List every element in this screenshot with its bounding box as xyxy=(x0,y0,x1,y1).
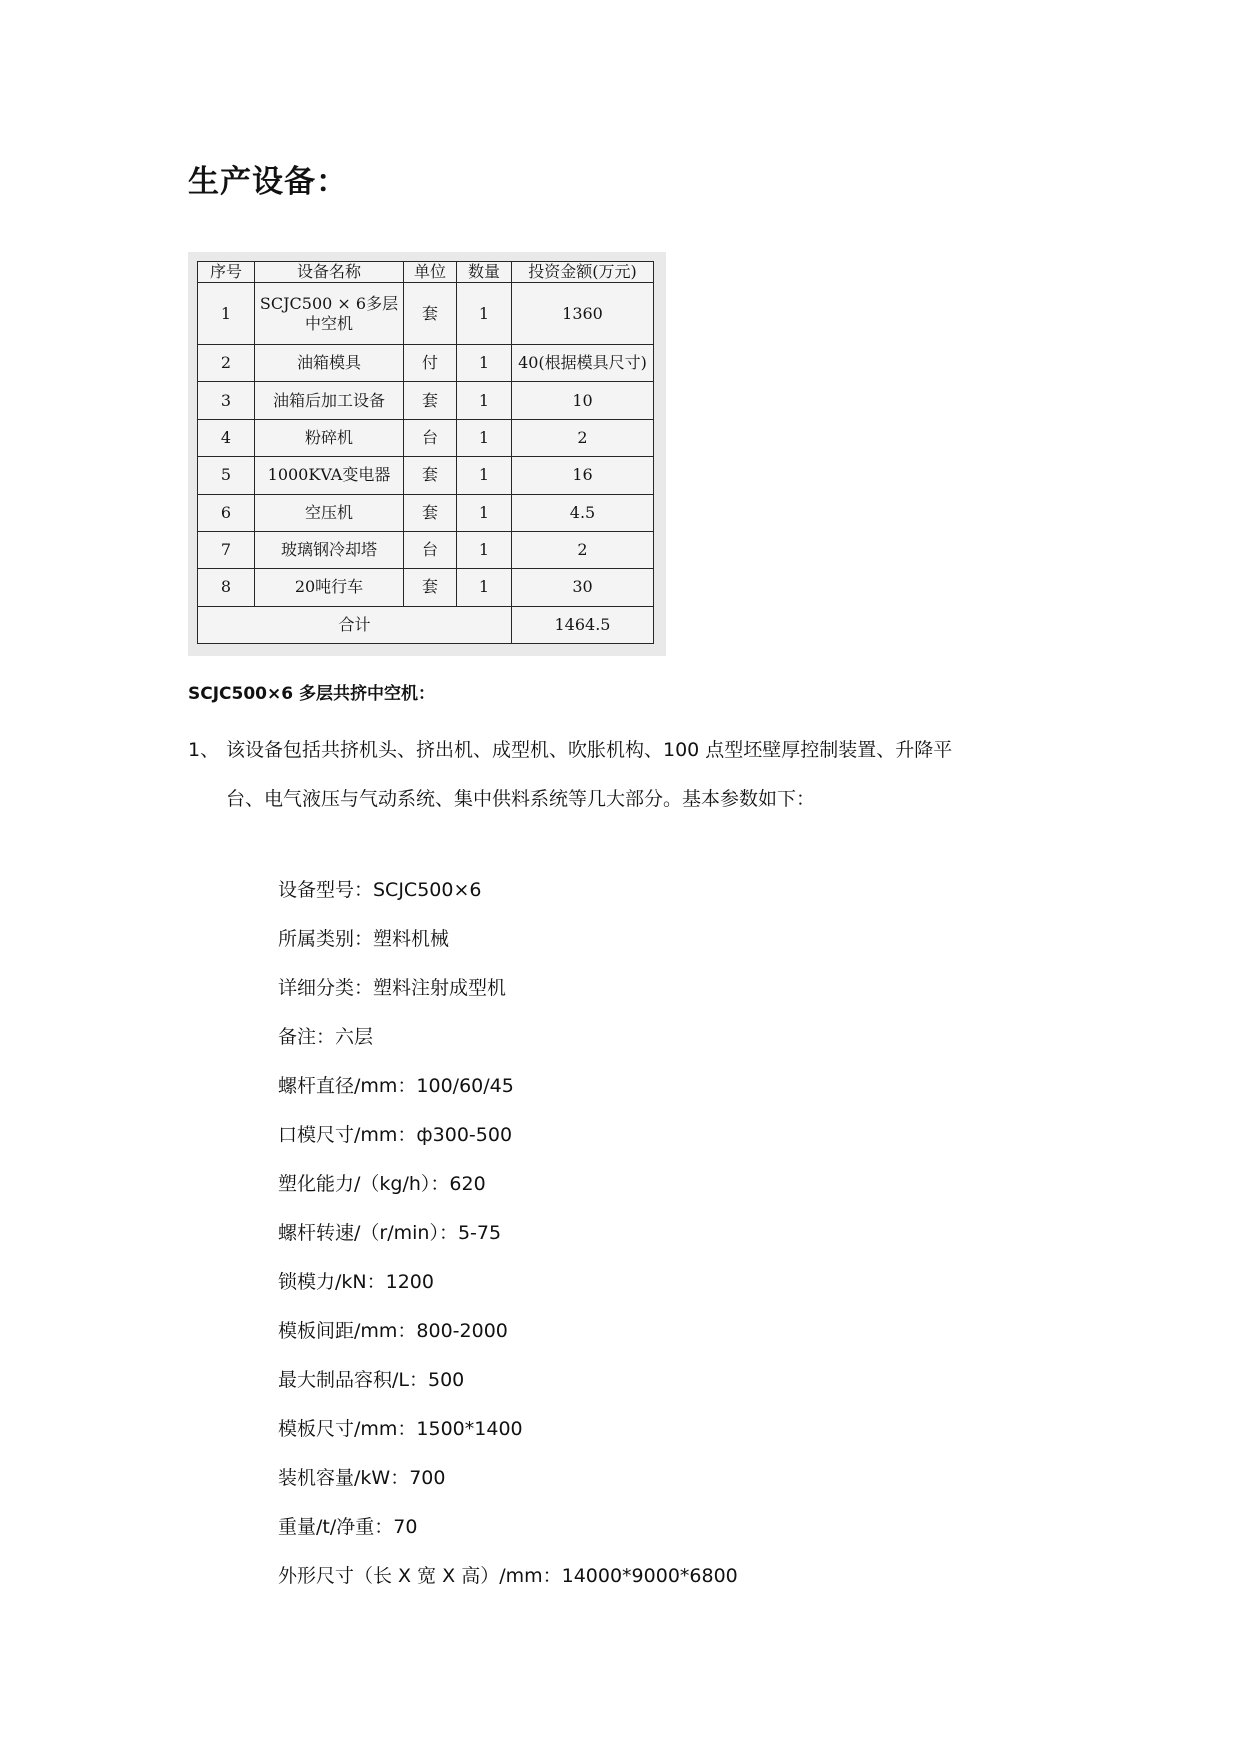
cell-amount: 40(根据模具尺寸) xyxy=(512,345,654,382)
table-row xyxy=(198,494,654,531)
spec-item: 所属类别：塑料机械 xyxy=(278,928,450,950)
cell-unit: 套 xyxy=(404,382,457,419)
spec-item: 螺杆转速/（r/min）：5-75 xyxy=(278,1222,502,1244)
cell-amount: 30 xyxy=(512,569,654,606)
cell-amount: 2 xyxy=(512,531,654,568)
cell-unit: 套 xyxy=(404,283,457,345)
header-qty: 数量 xyxy=(457,262,512,283)
cell-qty: 1 xyxy=(457,283,512,345)
description-paragraph xyxy=(188,726,1068,824)
header-unit: 单位 xyxy=(404,262,457,283)
cell-name xyxy=(255,283,404,345)
cell-no: 6 xyxy=(198,494,255,531)
cell-name: 空压机 xyxy=(255,494,404,531)
spec-list xyxy=(278,866,738,1601)
cell-amount: 1360 xyxy=(512,283,654,345)
table-row xyxy=(198,531,654,568)
spec-item: 设备型号：SCJC500×6 xyxy=(278,879,482,901)
cell-unit: 套 xyxy=(404,569,457,606)
section-title: SCJC500×6 多层共挤中空机： xyxy=(188,684,435,704)
cell-unit: 套 xyxy=(404,494,457,531)
cell-qty: 1 xyxy=(457,569,512,606)
cell-unit: 付 xyxy=(404,345,457,382)
spec-item: 螺杆直径/mm：100/60/45 xyxy=(278,1075,514,1097)
cell-amount: 10 xyxy=(512,382,654,419)
cell-name: 油箱模具 xyxy=(255,345,404,382)
table-row xyxy=(198,457,654,494)
cell-no: 8 xyxy=(198,569,255,606)
equipment-table-image xyxy=(188,252,666,656)
equipment-table xyxy=(197,261,654,644)
table-row xyxy=(198,345,654,382)
cell-no: 7 xyxy=(198,531,255,568)
spec-item: 模板间距/mm：800-2000 xyxy=(278,1320,508,1342)
cell-qty: 1 xyxy=(457,531,512,568)
total-label: 合计 xyxy=(198,606,512,643)
cell-no: 2 xyxy=(198,345,255,382)
cell-name: 1000KVA变电器 xyxy=(255,457,404,494)
cell-qty: 1 xyxy=(457,382,512,419)
cell-unit: 台 xyxy=(404,419,457,456)
paragraph-text xyxy=(188,726,1068,824)
cell-amount: 16 xyxy=(512,457,654,494)
table-row xyxy=(198,283,654,345)
spec-item: 锁模力/kN：1200 xyxy=(278,1271,434,1293)
table-row xyxy=(198,419,654,456)
spec-item: 模板尺寸/mm：1500*1400 xyxy=(278,1418,523,1440)
spec-item: 口模尺寸/mm：ф300-500 xyxy=(278,1124,513,1146)
spec-item: 重量/t/净重：70 xyxy=(278,1516,418,1538)
header-name: 设备名称 xyxy=(255,262,404,283)
table-header-row xyxy=(198,262,654,283)
paragraph-line-1: 该设备包括共挤机头、挤出机、成型机、吹胀机构、100 点型坯壁厚控制装置、升降平 xyxy=(226,739,953,761)
table-row xyxy=(198,382,654,419)
cell-qty: 1 xyxy=(457,494,512,531)
cell-no: 1 xyxy=(198,283,255,345)
spec-item: 最大制品容积/L：500 xyxy=(278,1369,465,1391)
cell-name: 20吨行车 xyxy=(255,569,404,606)
cell-qty: 1 xyxy=(457,419,512,456)
spec-item: 外形尺寸（长 X 宽 X 高）/mm：14000*9000*6800 xyxy=(278,1565,738,1587)
cell-name-line2: 中空机 xyxy=(304,313,353,333)
paragraph-number: 1、 xyxy=(188,739,220,761)
cell-unit: 套 xyxy=(404,457,457,494)
total-amount: 1464.5 xyxy=(512,606,654,643)
cell-name: 油箱后加工设备 xyxy=(255,382,404,419)
cell-amount: 2 xyxy=(512,419,654,456)
cell-name: 玻璃钢冷却塔 xyxy=(255,531,404,568)
header-no: 序号 xyxy=(198,262,255,283)
cell-no: 3 xyxy=(198,382,255,419)
cell-name-line1: SCJC500 × 6多层 xyxy=(259,293,399,313)
spec-item: 详细分类：塑料注射成型机 xyxy=(278,977,507,999)
header-amount: 投资金额(万元) xyxy=(512,262,654,283)
cell-qty: 1 xyxy=(457,457,512,494)
cell-unit: 台 xyxy=(404,531,457,568)
spec-item: 塑化能力/（kg/h）：620 xyxy=(278,1173,486,1195)
cell-qty: 1 xyxy=(457,345,512,382)
table-row xyxy=(198,569,654,606)
page-heading: 生产设备： xyxy=(188,164,348,200)
cell-name: 粉碎机 xyxy=(255,419,404,456)
cell-no: 5 xyxy=(198,457,255,494)
paragraph-line-2: 台、电气液压与气动系统、集中供料系统等几大部分。基本参数如下： xyxy=(226,788,816,810)
spec-item: 装机容量/kW：700 xyxy=(278,1467,446,1489)
cell-amount: 4.5 xyxy=(512,494,654,531)
cell-no: 4 xyxy=(198,419,255,456)
spec-item: 备注：六层 xyxy=(278,1026,374,1048)
table-total-row xyxy=(198,606,654,643)
